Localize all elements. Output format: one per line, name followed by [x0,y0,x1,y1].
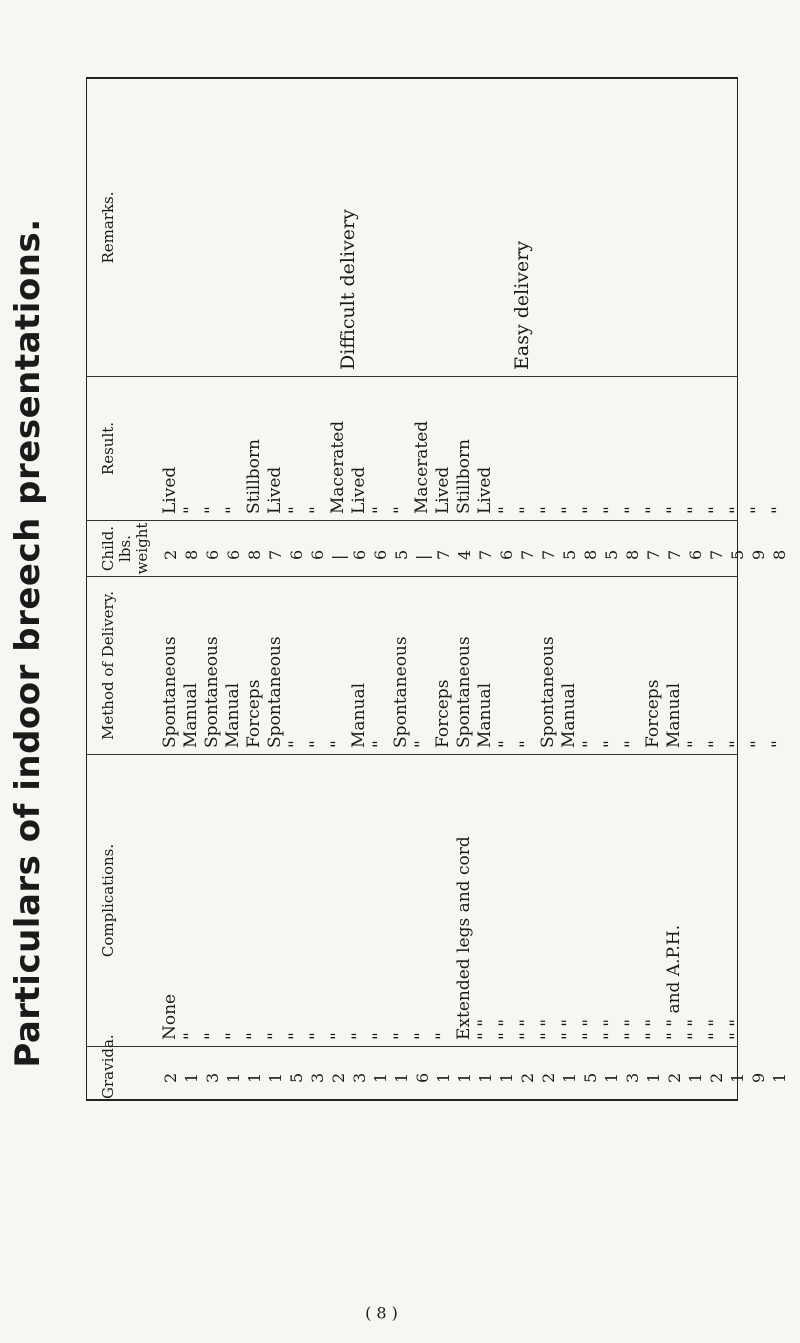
method-cell: " [286,740,306,748]
result-cell: " [559,506,579,514]
child-weight-cell: 5 [560,549,579,560]
gravida-cell: 1 [770,1072,789,1083]
method-cell: Manual [664,682,684,748]
gravida-cell: 2 [161,1072,180,1083]
gravida-cell: 9 [749,1072,768,1083]
header-complications: Complications. [99,843,117,958]
result-cell: Macerated [412,420,432,514]
complication-cell: " [349,1032,369,1040]
result-cell: " [307,506,327,514]
complication-cell: " " [643,1018,663,1040]
method-cell: Forceps [433,679,453,748]
result-cell: " [391,506,411,514]
remark-entry: Difficult delivery [337,209,359,370]
result-cell: " [580,506,600,514]
column-child-weight [86,521,789,576]
gravida-list [160,1047,790,1093]
gravida-cell: 3 [350,1072,369,1083]
method-cell: " [496,740,516,748]
gravida-cell: 1 [476,1072,495,1083]
method-cell: Spontaneous [391,636,411,748]
complication-cell: " [433,1032,453,1040]
gravida-cell: 2 [707,1072,726,1083]
complication-cell: " " [559,1018,579,1040]
gravida-cell: 1 [266,1072,285,1083]
result-cell: " [769,506,789,514]
result-cell: Lived [265,466,285,514]
method-cell: " [769,740,789,748]
gravida-cell: 3 [308,1072,327,1083]
child-weight-cell: 5 [728,549,747,560]
child-weight-cell: 4 [455,549,474,560]
method-cell: Spontaneous [454,636,474,748]
header-child-weight: Child. lbs. weight [99,522,151,575]
result-cell: " [538,506,558,514]
method-cell: " [517,740,537,748]
result-cell: " [664,506,684,514]
result-cell: Lived [160,466,180,514]
gravida-cell: 2 [665,1072,684,1083]
child-weight-cell: 7 [707,549,726,560]
method-cell: Forceps [643,679,663,748]
complication-cell: " " [580,1018,600,1040]
result-cell: " [706,506,726,514]
method-cell: " [328,740,348,748]
child-weight-cell: 8 [245,549,264,560]
child-weight-cell: 9 [749,549,768,560]
result-cell: Stillborn [454,439,474,514]
method-cell: " [706,740,726,748]
method-cell: Spontaneous [160,636,180,748]
gravida-cell: 6 [413,1072,432,1083]
child-weight-cell: 6 [203,549,222,560]
complication-cell: " [202,1032,222,1040]
gravida-cell: 1 [602,1072,621,1083]
method-cell: " [307,740,327,748]
header-gravida: Gravida. [99,1034,117,1099]
child-weight-cell: 6 [686,549,705,560]
column-gravida [86,1034,789,1099]
breech-table [86,77,789,1101]
complication-cell: Extended legs and cord [454,836,474,1040]
method-cell: " [748,740,768,748]
method-cell: Manual [559,682,579,748]
gravida-cell: 1 [455,1072,474,1083]
complication-cell: " " [706,1018,726,1040]
complication-cell: " [223,1032,243,1040]
result-cell: " [727,506,747,514]
child-weight-cell: 8 [770,549,789,560]
gravida-cell: 2 [518,1072,537,1083]
result-list [160,377,790,514]
gravida-cell: 1 [245,1072,264,1083]
result-cell: " [517,506,537,514]
result-cell: " [223,506,243,514]
method-cell: " [622,740,642,748]
column-remarks [86,79,738,376]
result-cell: " [202,506,222,514]
gravida-cell: 3 [203,1072,222,1083]
gravida-cell: 5 [581,1072,600,1083]
method-cell: Spontaneous [265,636,285,748]
column-result [86,377,789,520]
gravida-cell: 1 [182,1072,201,1083]
result-cell: " [601,506,621,514]
method-cell: Manual [349,682,369,748]
method-cell: " [601,740,621,748]
gravida-cell: 1 [392,1072,411,1083]
complication-cell: " " [538,1018,558,1040]
method-cell: Spontaneous [202,636,222,748]
result-cell: " [286,506,306,514]
result-cell: Lived [475,466,495,514]
column-method [86,577,789,754]
result-cell: Stillborn [244,439,264,514]
page-number: ( 8 ) [365,1303,398,1323]
child-weight-cell: 6 [371,549,390,560]
result-cell: Lived [433,466,453,514]
gravida-cell: 1 [371,1072,390,1083]
remarks-list [336,79,534,370]
child-weight-cell: 6 [497,549,516,560]
child-weight-cell: | [329,554,348,560]
method-cell: Spontaneous [538,636,558,748]
method-cell: Manual [475,682,495,748]
complication-cell: " [328,1032,348,1040]
header-result: Result. [99,421,117,476]
complication-cell: " [307,1032,327,1040]
complication-cell: " [286,1032,306,1040]
result-cell: " [370,506,390,514]
result-cell: " [496,506,516,514]
child-weight-cell: 7 [476,549,495,560]
page-title: Particulars of indoor breech presentations. [8,218,48,1068]
complication-cell: None [160,993,180,1040]
child-weight-cell: 7 [434,549,453,560]
complication-cell: " [181,1032,201,1040]
result-cell: " [685,506,705,514]
child-weight-cell: 7 [665,549,684,560]
complication-cell: " " [601,1018,621,1040]
complication-cell: " " [685,1018,705,1040]
method-cell: " [685,740,705,748]
gravida-cell: 1 [497,1072,516,1083]
complication-cell: " " [517,1018,537,1040]
child-weight-cell: 7 [266,549,285,560]
gravida-cell: 1 [560,1072,579,1083]
child-weight-cell: 6 [287,549,306,560]
complication-cell: " [391,1032,411,1040]
complication-cell: " " and A.P.H. [664,924,684,1040]
child-weight-cell: 5 [602,549,621,560]
child-weight-cell: 7 [644,549,663,560]
child-weight-cell: | [413,554,432,560]
method-cell: " [580,740,600,748]
child-weight-cell: 6 [308,549,327,560]
complication-cell: " " [475,1018,495,1040]
complication-cell: " " [622,1018,642,1040]
child-weight-list [160,521,790,570]
child-weight-cell: 5 [392,549,411,560]
gravida-cell: 5 [287,1072,306,1083]
child-weight-cell: 8 [581,549,600,560]
remark-entry: Easy delivery [511,240,533,370]
complication-cell: " [370,1032,390,1040]
method-cell: Manual [223,682,243,748]
child-weight-cell: 2 [161,549,180,560]
complication-cell: " " [727,1018,747,1040]
complication-cell: " [265,1032,285,1040]
gravida-cell: 1 [728,1072,747,1083]
result-cell: " [181,506,201,514]
complications-list [160,755,748,1040]
method-cell: Forceps [244,679,264,748]
gravida-cell: 1 [434,1072,453,1083]
child-weight-cell: 7 [518,549,537,560]
result-cell: " [622,506,642,514]
method-cell: " [727,740,747,748]
child-weight-cell: 8 [623,549,642,560]
gravida-cell: 1 [224,1072,243,1083]
gravida-cell: 1 [686,1072,705,1083]
complication-cell: " " [496,1018,516,1040]
gravida-cell: 1 [644,1072,663,1083]
method-cell: Manual [181,682,201,748]
method-cell: " [412,740,432,748]
result-cell: Macerated [328,420,348,514]
gravida-cell: 2 [539,1072,558,1083]
header-remarks: Remarks. [99,191,117,264]
method-list [160,577,790,748]
child-weight-cell: 7 [539,549,558,560]
result-cell: Lived [349,466,369,514]
result-cell: " [748,506,768,514]
complication-cell: " [244,1032,264,1040]
gravida-cell: 2 [329,1072,348,1083]
gravida-cell: 3 [623,1072,642,1083]
method-cell: " [370,740,390,748]
column-complications [86,755,747,1046]
child-weight-cell: 8 [182,549,201,560]
complication-cell: " [412,1032,432,1040]
child-weight-cell: 6 [224,549,243,560]
child-weight-cell: 6 [350,549,369,560]
result-cell: " [643,506,663,514]
header-method: Method of Delivery. [99,591,117,740]
